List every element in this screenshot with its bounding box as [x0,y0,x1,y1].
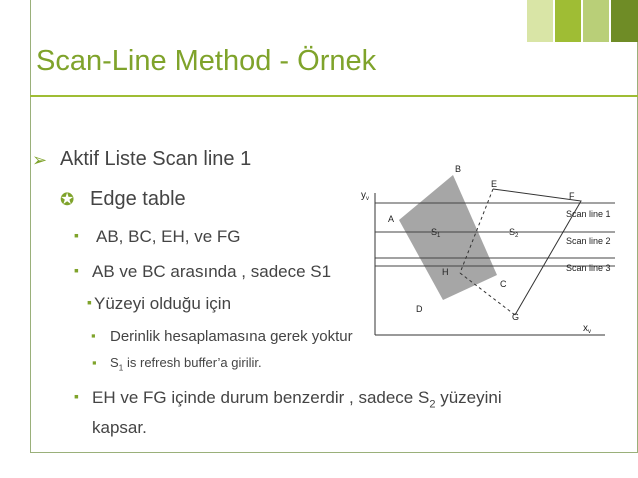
square-bullet-icon: ▪ [74,262,79,278]
bullet-surface: Yüzeyi olduğu için [94,294,232,313]
polygon-s2-edges [493,189,581,315]
decor-block [583,0,609,42]
point-c-label: C [500,279,507,289]
square-bullet-icon: ▪ [74,227,79,243]
point-a-label: A [388,214,395,224]
square-bullet-icon: ▪ [91,328,96,343]
point-h-label: H [442,267,449,277]
surface-s2-label: $S_2$ [509,227,519,239]
scan-line-3-label: Scan line 3 [566,263,611,273]
point-g-label: G [512,312,520,322]
scan-line-diagram [355,155,625,345]
point-e-label: E [491,179,498,189]
slide-title: Scan-Line Method - Örnek [36,45,377,77]
square-bullet-icon: ▪ [92,355,97,370]
bullet-refresh-buffer: $S_1$ is refresh buffer’a girilir. [110,355,262,373]
scan-line-1-label: Scan line 1 [566,209,611,219]
bullet-depth: Derinlik hesaplamasına gerek yoktur [110,328,353,345]
arrow-bullet-icon: ➢ [32,150,48,170]
title-underline [30,95,638,97]
decor-block [611,0,638,42]
bullet-between-ab-bc: AB ve BC arasında , sadece S1 [92,262,332,281]
bullet-eh-fg: EH ve FG içinde durum benzerdir , sadece $S_2$ yüzeyini [92,388,502,411]
square-bullet-icon: ▪ [74,388,79,404]
bullet-edge-table: Edge table [90,188,186,210]
point-b-label: B [455,164,462,174]
scan-line-2-label: Scan line 2 [566,236,611,246]
bullet-edges: AB, BC, EH, ve FG [96,227,241,246]
decor-block [555,0,581,42]
flower-bullet-icon: ✪ [60,190,75,209]
surface-s1-label: $S_1$ [431,227,441,239]
bullet-eh-fg-continued: kapsar. [92,418,147,437]
point-f-label: F [569,191,575,201]
point-d-label: D [416,304,423,314]
y-axis-label: $y_v$ [361,190,369,202]
square-bullet-icon: ▪ [87,294,92,310]
x-axis-label: $x_v$ [583,323,591,335]
decor-block [527,0,553,42]
bullet-active-list: Aktif Liste Scan line 1 [60,148,252,170]
polygon-s1 [399,175,497,300]
